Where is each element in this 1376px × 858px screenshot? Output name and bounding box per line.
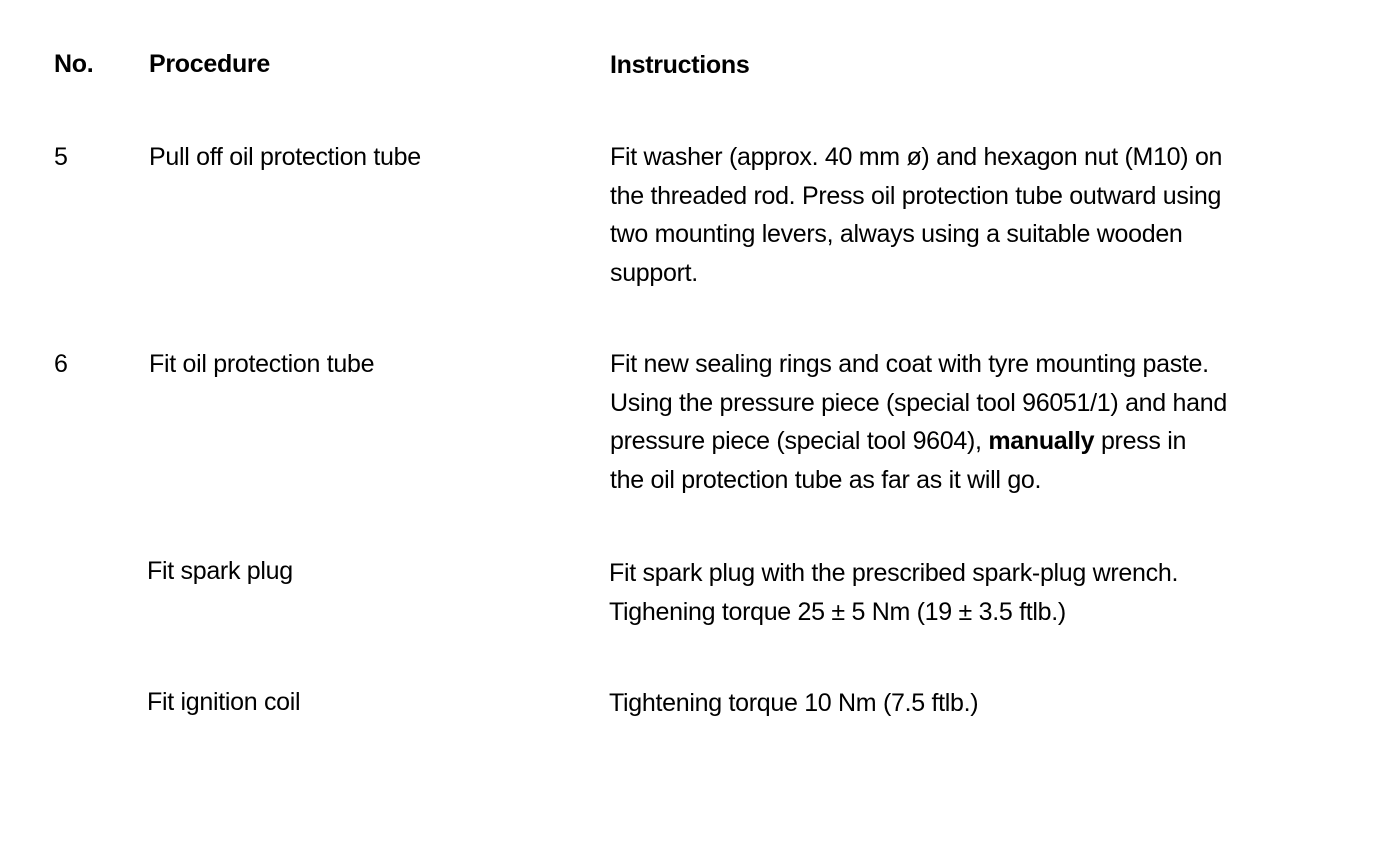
row-procedure: Fit ignition coil	[147, 688, 301, 716]
instruction-line: two mounting levers, always using a suitable wooden	[610, 220, 1183, 248]
row-number: 6	[54, 350, 68, 378]
row-procedure: Fit oil protection tube	[149, 350, 375, 378]
row-instructions	[610, 138, 1350, 292]
instruction-line: support.	[610, 258, 698, 287]
instruction-text: press in	[1094, 427, 1187, 455]
header-procedure: Procedure	[149, 50, 270, 78]
emphasis-text: manually	[988, 427, 1095, 455]
instruction-text: pressure piece (special tool 9604),	[610, 427, 989, 455]
row-procedure: Fit spark plug	[147, 557, 293, 585]
header-instructions: Instructions	[610, 51, 750, 79]
row-instructions	[609, 684, 1349, 723]
instruction-line: Using the pressure piece (special tool 96051/1) and hand	[610, 388, 1227, 417]
instruction-line: Tightening torque 10 Nm (7.5 ftlb.)	[609, 689, 979, 717]
instruction-line: the threaded rod. Press oil protection tube outward using	[610, 181, 1222, 210]
instruction-line: Fit spark plug with the prescribed spark-plug wrench.	[609, 559, 1179, 587]
instruction-line: Tighening torque 25 ± 5 Nm (19 ± 3.5 ftlb.)	[609, 597, 1066, 626]
instruction-line	[610, 422, 1350, 461]
row-instructions	[609, 554, 1349, 631]
instruction-line: Fit washer (approx. 40 mm ø) and hexagon nut (M10) on	[610, 143, 1223, 171]
row-procedure: Pull off oil protection tube	[149, 143, 421, 171]
row-number: 5	[54, 143, 68, 171]
instruction-line: the oil protection tube as far as it will go.	[610, 465, 1042, 494]
row-instructions	[610, 345, 1350, 499]
instruction-line: Fit new sealing rings and coat with tyre mounting paste.	[610, 350, 1209, 378]
header-no: No.	[54, 50, 94, 78]
